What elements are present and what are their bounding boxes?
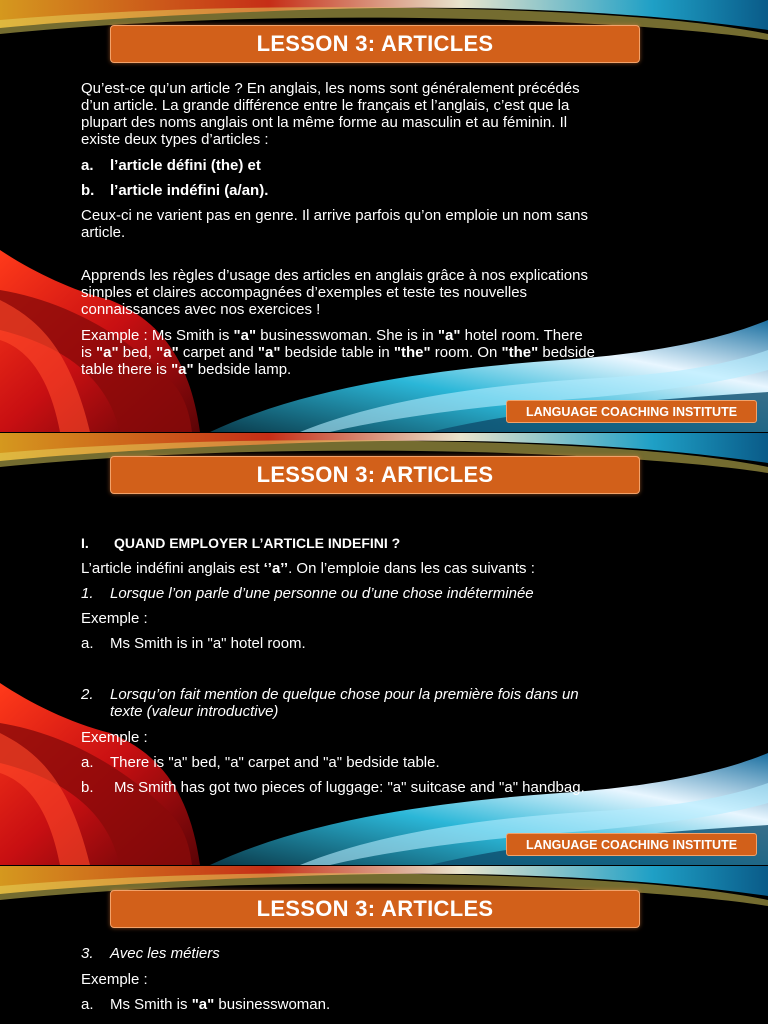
indefinite-intro — [81, 560, 681, 577]
example-text: Ms Smith is in "a" hotel room. — [110, 635, 306, 652]
article-highlight: "a" — [96, 344, 119, 361]
paragraph-line: Apprends les règles d’usage des articles en anglais grâce à nos explications — [81, 267, 588, 284]
footer-label: LANGUAGE COACHING INSTITUTE — [525, 404, 738, 419]
slide-title-box — [110, 25, 640, 63]
case-marker: 1. — [81, 585, 94, 602]
case-1 — [81, 585, 681, 602]
example-marker: a. — [81, 635, 94, 652]
example-line — [81, 361, 681, 378]
example-marker: a. — [81, 754, 94, 771]
example-text: bedside — [538, 344, 595, 361]
article-highlight: "a" — [171, 361, 194, 378]
example-text: businesswoman. She is in — [256, 327, 438, 344]
example-item — [81, 996, 681, 1013]
case-text: texte (valeur introductive) — [110, 703, 279, 720]
example-paragraph — [81, 327, 681, 378]
intro-line: plupart des noms anglais ont la même forme au masculin et au féminin. Il — [81, 114, 568, 131]
example-text: There is "a" bed, "a" carpet and "a" bedside table. — [110, 754, 440, 771]
slide-3 — [0, 866, 768, 1024]
example-label: Exemple : — [81, 971, 148, 988]
example-text: bedside lamp. — [193, 361, 292, 378]
slide-1 — [0, 0, 768, 432]
intro-text: . On l’emploie dans les cas suivants : — [288, 560, 535, 577]
intro-text: L’article indéfini anglais est — [81, 560, 264, 577]
example-text-part: businesswoman. — [214, 996, 331, 1013]
example-line — [81, 327, 681, 344]
list-marker: a. — [81, 157, 94, 174]
list-item-definite — [81, 157, 681, 174]
example-marker: a. — [81, 996, 94, 1013]
example-text: is — [81, 344, 96, 361]
slide-2 — [0, 433, 768, 865]
list-item-text: l’article défini (the) et — [110, 157, 261, 174]
section-heading-text: QUAND EMPLOYER L’ARTICLE INDEFINI ? — [114, 535, 401, 551]
gender-paragraph — [81, 207, 681, 241]
paragraph-line: Ceux-ci ne varient pas en genre. Il arrive parfois qu’on emploie un nom sans — [81, 207, 588, 224]
intro-paragraph — [81, 80, 681, 148]
footer-badge — [506, 833, 757, 856]
article-highlight: "a" — [233, 327, 257, 344]
slide-title: LESSON 3: ARTICLES — [256, 896, 494, 921]
case-text: Lorsque l’on parle d’une personne ou d’une chose indéterminée — [110, 585, 534, 602]
case-text: Avec les métiers — [110, 945, 220, 962]
case-marker: 3. — [81, 945, 94, 962]
footer-label: LANGUAGE COACHING INSTITUTE — [525, 837, 738, 852]
example-text: Example : Ms Smith is — [81, 327, 234, 344]
example-label: Exemple : — [81, 729, 148, 746]
article-highlight: "a" — [257, 344, 281, 361]
list-item-indefinite — [81, 182, 681, 199]
slide-title: LESSON 3: ARTICLES — [256, 462, 494, 487]
example-marker: b. — [81, 779, 94, 796]
list-item-text: l’article indéfini (a/an). — [110, 182, 269, 199]
case-text: Lorsqu’on fait mention de quelque chose pour la première fois dans un — [110, 686, 579, 703]
example-text: bedside table in — [280, 344, 394, 361]
section-marker: I. — [81, 535, 89, 551]
example-item — [81, 754, 681, 771]
article-highlight: "the" — [393, 344, 431, 361]
paragraph-line: simples et claires accompagnées d’exemples et teste tes nouvelles — [81, 284, 528, 301]
slide-title-box — [110, 890, 640, 928]
slide-title-box — [110, 456, 640, 494]
intro-line: Qu’est-ce qu’un article ? En anglais, les noms sont généralement précédés — [81, 80, 580, 97]
paragraph-line: connaissances avec nos exercices ! — [81, 301, 321, 318]
intro-line: d’un article. La grande différence entre le français et l’anglais, c’est que la — [81, 97, 570, 114]
article-highlight: "a" — [191, 996, 215, 1013]
intro-line: existe deux types d’articles : — [81, 131, 269, 148]
case-marker: 2. — [81, 686, 94, 703]
example-text: hotel room. There — [460, 327, 583, 344]
example-label: Exemple : — [81, 610, 148, 627]
footer-badge — [506, 400, 757, 423]
section-heading — [81, 535, 681, 552]
slide-title: LESSON 3: ARTICLES — [256, 31, 494, 56]
article-highlight: "a" — [437, 327, 461, 344]
example-text: room. On — [430, 344, 502, 361]
example-text: Ms Smith has got two pieces of luggage: "a" suitcase and "a" handbag. — [114, 779, 585, 796]
example-text: table there is — [81, 361, 172, 378]
example-line — [81, 344, 681, 361]
paragraph-line: article. — [81, 224, 126, 241]
learn-paragraph — [81, 267, 681, 318]
case-3 — [81, 945, 681, 962]
example-text: bed, — [118, 344, 157, 361]
article-highlight: "the" — [501, 344, 539, 361]
case-2 — [81, 686, 681, 720]
example-item — [81, 779, 681, 796]
example-text — [110, 996, 768, 1013]
example-item — [81, 635, 681, 652]
example-text-part: Ms Smith is — [110, 996, 192, 1013]
list-marker: b. — [81, 182, 95, 199]
article-highlight: ‘’a’’ — [263, 560, 289, 577]
example-text: carpet and — [178, 344, 258, 361]
article-highlight: "a" — [156, 344, 179, 361]
